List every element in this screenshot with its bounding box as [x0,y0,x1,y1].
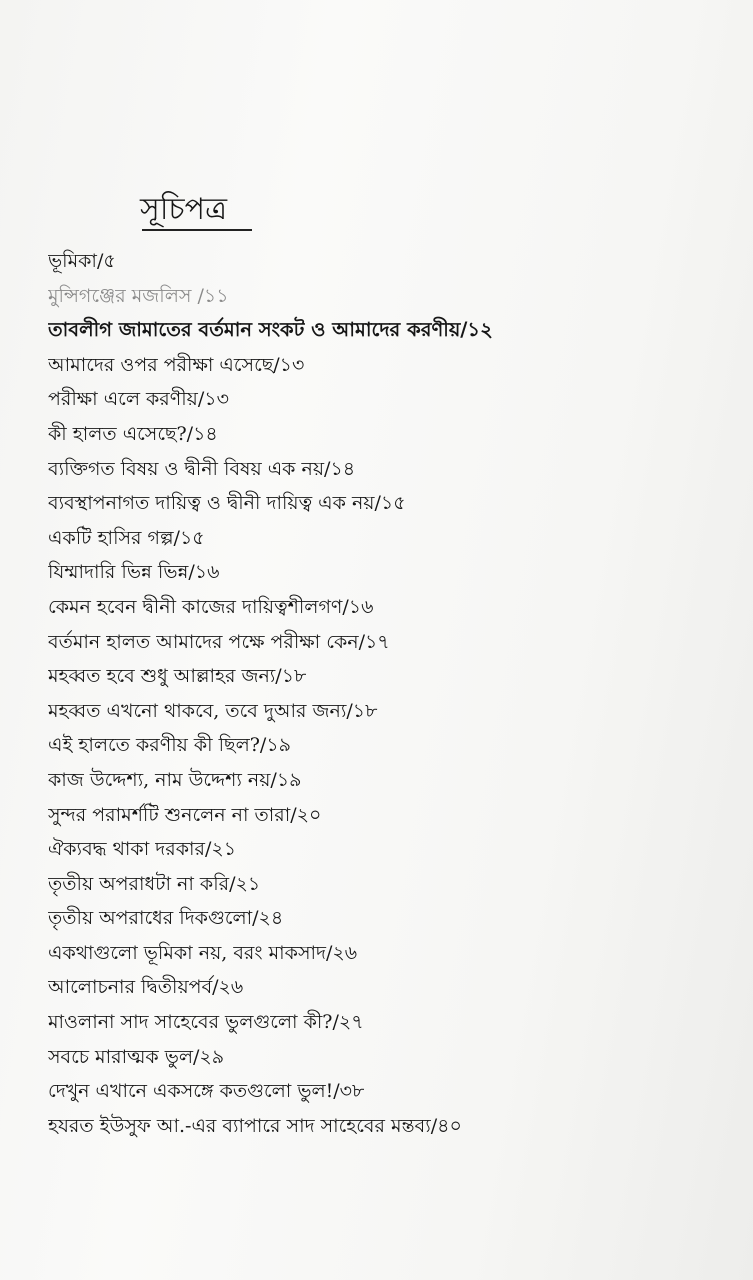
toc-entry: কী হালত এসেছে?/১৪ [48,422,218,445]
toc-entry: মাওলানা সাদ সাহেবের ভুলগুলো কী?/২৭ [48,1011,364,1034]
toc-entry: ব্যবস্থাপনাগত দায়িত্ব ও দ্বীনী দায়িত্ব এক নয়/১৫ [48,492,406,515]
toc-entry: দেখুন এখানে একসঙ্গে কতগুলো ভুল!/৩৮ [48,1080,365,1103]
toc-entry: ব্যক্তিগত বিষয় ও দ্বীনী বিষয় এক নয়/১৪ [48,457,356,480]
page-title: সূচিপত্র [140,192,227,227]
toc-entry: এই হালতে করণীয় কী ছিল?/১৯ [48,734,291,757]
toc-entry: একথাগুলো ভূমিকা নয়, বরং মাকসাদ/২৬ [48,941,358,964]
toc-entry: আমাদের ওপর পরীক্ষা এসেছে/১৩ [48,353,305,376]
title-underline [142,229,252,231]
toc-entry: তাবলীগ জামাতের বর্তমান সংকট ও আমাদের করণীয়/১২ [48,318,493,342]
toc-entry: মহব্বত এখনো থাকবে, তবে দুআর জন্য/১৮ [48,699,378,722]
toc-entry: সবচে মারাত্মক ভুল/২৯ [48,1045,225,1068]
toc-entry: বর্তমান হালত আমাদের পক্ষে পরীক্ষা কেন/১৭ [48,630,390,653]
toc-entry: তৃতীয় অপরাধের দিকগুলো/২৪ [48,907,284,930]
toc-entry: ভূমিকা/৫ [48,250,116,272]
toc-entry: কাজ উদ্দেশ্য, নাম উদ্দেশ্য নয়/১৯ [48,768,302,791]
toc-entry: হযরত ইউসুফ আ.-এর ব্যাপারে সাদ সাহেবের মন্তব্য/৪০ [48,1114,462,1137]
toc-entry: সুন্দর পরামর্শটি শুনলেন না তারা/২০ [48,803,322,826]
toc-entry: কেমন হবেন দ্বীনী কাজের দায়িত্বশীলগণ/১৬ [48,595,374,618]
toc-entry: ঐক্যবদ্ধ থাকা দরকার/২১ [48,838,237,861]
toc-entry: যিম্মাদারি ভিন্ন ভিন্ন/১৬ [48,561,220,584]
toc-entry: মুন্সিগঞ্জের মজলিস /১১ [48,284,229,307]
toc-entry: তৃতীয় অপরাধটা না করি/২১ [48,872,261,895]
toc-entry: পরীক্ষা এলে করণীয়/১৩ [48,388,229,411]
toc-entry: আলোচনার দ্বিতীয়পর্ব/২৬ [48,976,244,999]
toc-entry: মহব্বত হবে শুধু আল্লাহর জন্য/১৮ [48,665,307,688]
toc-entry: একটি হাসির গল্প/১৫ [48,526,205,549]
table-of-contents [48,244,738,1143]
